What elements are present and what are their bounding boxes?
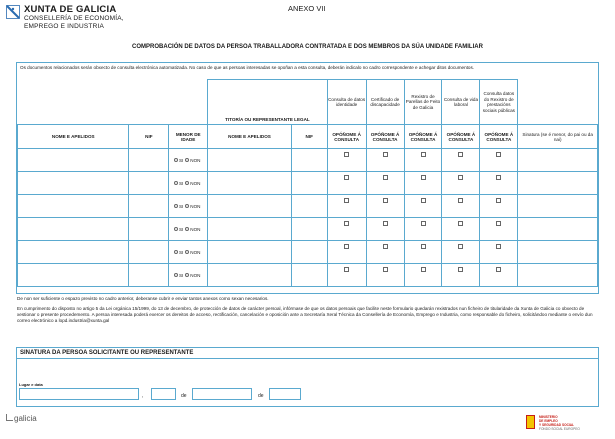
place-date-label: Lugar e data: [19, 382, 43, 387]
place-input[interactable]: [19, 388, 139, 400]
oppose-checkbox[interactable]: [383, 267, 388, 272]
consult-header: Consulta datos do Rexistro de prestacións sociais públicas: [480, 80, 518, 125]
signature-cell[interactable]: [518, 241, 598, 264]
col-nif-header: NIF: [129, 125, 169, 149]
oppose-checkbox[interactable]: [383, 175, 388, 180]
oppose-checkbox[interactable]: [344, 198, 349, 203]
radio-yes[interactable]: [174, 158, 178, 162]
table-row: [18, 264, 598, 287]
minor-radios: SI NON: [169, 149, 208, 172]
name-input[interactable]: [18, 172, 129, 195]
tutor-name-input[interactable]: [208, 218, 292, 241]
oppose-checkbox[interactable]: [496, 244, 501, 249]
nif-input[interactable]: [129, 218, 169, 241]
oppose-checkbox[interactable]: [383, 198, 388, 203]
name-input[interactable]: [18, 264, 129, 287]
nif-input[interactable]: [129, 195, 169, 218]
oppose-checkbox[interactable]: [383, 244, 388, 249]
blank-header: [518, 80, 598, 125]
oppose-checkbox[interactable]: [383, 221, 388, 226]
signature-cell[interactable]: [518, 218, 598, 241]
oppose-checkbox[interactable]: [421, 267, 426, 272]
oppose-checkbox[interactable]: [421, 152, 426, 157]
comma-separator: ,: [142, 393, 144, 399]
radio-no[interactable]: [185, 250, 189, 254]
oppose-checkbox[interactable]: [344, 152, 349, 157]
oppose-checkbox[interactable]: [496, 221, 501, 226]
tutor-nif-input[interactable]: [291, 241, 327, 264]
galicia-footer-logo: galicia: [6, 414, 37, 423]
oppose-header: OPÓÑOME Á CONSULTA: [366, 125, 404, 149]
tutor-name-input[interactable]: [208, 172, 292, 195]
oppose-checkbox[interactable]: [458, 175, 463, 180]
signature-cell[interactable]: [518, 195, 598, 218]
consult-header: Rexistro de Parellas de Feito de Galicia: [404, 80, 442, 125]
oppose-checkbox[interactable]: [458, 221, 463, 226]
radio-no[interactable]: [185, 227, 189, 231]
signature-cell[interactable]: [518, 172, 598, 195]
space-note: De non ser suficiente o espazo previsto no cadro anterior, deberanse cubrir e enviar tantos anexos como sexan necesarios.: [17, 296, 269, 301]
oppose-checkbox[interactable]: [344, 267, 349, 272]
nif-input[interactable]: [129, 172, 169, 195]
tutor-nif-input[interactable]: [291, 172, 327, 195]
de-separator: de: [258, 393, 264, 399]
oppose-header: OPÓÑOME Á CONSULTA: [327, 125, 366, 149]
oppose-checkbox[interactable]: [344, 221, 349, 226]
table-row: [18, 149, 598, 172]
nif-input[interactable]: [129, 149, 169, 172]
tutor-nif-input[interactable]: [291, 264, 327, 287]
signature-col-header: Sinatura (se é menor, do pai ou da nai): [518, 125, 598, 149]
oppose-checkbox[interactable]: [421, 198, 426, 203]
oppose-checkbox[interactable]: [421, 221, 426, 226]
tutor-nif-input[interactable]: [291, 218, 327, 241]
minor-radios: SI NON: [169, 264, 208, 287]
col-tutor-name-header: NOME E APELIDOS: [208, 125, 292, 149]
radio-yes[interactable]: [174, 273, 178, 277]
nif-input[interactable]: [129, 241, 169, 264]
consult-header: Certificado de discapacidade: [366, 80, 404, 125]
signature-cell[interactable]: [518, 149, 598, 172]
de-separator: de: [181, 393, 187, 399]
dept-line-2: EMPREGO E INDUSTRIA: [24, 22, 105, 30]
col-name-header: NOME E APELIDOS: [18, 125, 129, 149]
minor-radios: SI NON: [169, 195, 208, 218]
oppose-checkbox[interactable]: [458, 198, 463, 203]
oppose-checkbox[interactable]: [383, 152, 388, 157]
galicia-flag-icon: [6, 5, 20, 19]
oppose-checkbox[interactable]: [458, 152, 463, 157]
data-protection-text: En cumprimento do disposto no artigo 5 da Lei orgánica 15/1999, do 13 de decembro, de protección de datos de carácter persoal, infórmase de que os datos persoais que facilite neste formulario quedarán rexistrados nun ficheiro de titularidade da Xunta de Galicia co obxecto de xestionar o presente procedemento. A persoa interesada poderá exercer os dereitos de acceso, rectificación, cancelación e oposición ante a Secretaría Xeral Técnica da Consellería de Economía, Emprego e Industria, como responsable do ficheiro, solicitándoo mediante o envío dun correo electrónico a lopd.industria@xunta.gal: [17, 306, 593, 324]
blank-header: [18, 80, 208, 125]
dept-line-1: CONSELLERÍA DE ECONOMÍA,: [24, 15, 124, 22]
oppose-checkbox[interactable]: [344, 244, 349, 249]
oppose-checkbox[interactable]: [421, 244, 426, 249]
tutor-nif-input[interactable]: [291, 149, 327, 172]
tutor-name-input[interactable]: [208, 264, 292, 287]
col-minor-header: MENOR DE IDADE: [169, 125, 208, 149]
col-tutor-nif-header: NIF: [291, 125, 327, 149]
minor-radios: SI NON: [169, 241, 208, 264]
table-row: [18, 172, 598, 195]
signature-section: [16, 347, 599, 407]
radio-yes[interactable]: [174, 204, 178, 208]
signature-title: SINATURA DA PERSOA SOLICITANTE OU REPRESENTANTE: [20, 350, 194, 356]
nif-input[interactable]: [129, 264, 169, 287]
month-input[interactable]: [192, 388, 252, 400]
table-row: [18, 241, 598, 264]
radio-no[interactable]: [185, 158, 189, 162]
consult-header: Consulta de datos identidade: [327, 80, 366, 125]
intro-text: Os documentos relacionados serán obxecto de consulta electrónica automatizada. No caso de que as persoas interesadas se opoñan a esta consulta, deberán indicalo no cadro correspondente e achegar ditos documentos.: [20, 65, 475, 70]
annex-label: ANEXO VII: [288, 4, 326, 13]
signature-cell[interactable]: [518, 264, 598, 287]
oppose-checkbox[interactable]: [496, 175, 501, 180]
tutor-nif-input[interactable]: [291, 195, 327, 218]
radio-yes[interactable]: [174, 227, 178, 231]
oppose-header: OPÓÑOME Á CONSULTA: [442, 125, 480, 149]
consent-table-box: [16, 62, 599, 294]
minor-radios: SI NON: [169, 218, 208, 241]
page-header: [0, 0, 615, 40]
oppose-checkbox[interactable]: [458, 267, 463, 272]
radio-yes[interactable]: [174, 181, 178, 185]
oppose-checkbox[interactable]: [496, 267, 501, 272]
ministry-logo: MINISTERIO DE EMPLEO Y SEGURIDAD SOCIAL FONDO SOCIAL EUROPEO: [526, 411, 608, 433]
radio-no[interactable]: [185, 181, 189, 185]
year-input[interactable]: [269, 388, 301, 400]
tutor-name-input[interactable]: [208, 149, 292, 172]
day-input[interactable]: [151, 388, 176, 400]
galicia-mark-icon: [6, 414, 13, 421]
xunta-logo: [6, 4, 124, 30]
oppose-header: OPÓÑOME Á CONSULTA: [480, 125, 518, 149]
spain-crest-icon: [526, 415, 535, 429]
divider: [17, 358, 598, 359]
oppose-header: OPÓÑOME Á CONSULTA: [404, 125, 442, 149]
oppose-checkbox[interactable]: [496, 198, 501, 203]
minor-radios: SI NON: [169, 172, 208, 195]
tutor-name-input[interactable]: [208, 195, 292, 218]
tutor-name-input[interactable]: [208, 241, 292, 264]
oppose-checkbox[interactable]: [344, 175, 349, 180]
radio-yes[interactable]: [174, 250, 178, 254]
document-title: COMPROBACIÓN DE DATOS DA PERSOA TRABALLADORA CONTRATADA E DOS MEMBROS DA SÚA UNIDADE FAMILIAR: [132, 44, 483, 50]
logo-name: XUNTA DE GALICIA: [24, 4, 117, 15]
radio-no[interactable]: [185, 204, 189, 208]
name-input[interactable]: [18, 241, 129, 264]
tutor-header: TITOR/A OU REPRESENTANTE LEGAL: [208, 80, 328, 125]
oppose-checkbox[interactable]: [496, 152, 501, 157]
consent-table: [17, 79, 598, 287]
oppose-checkbox[interactable]: [458, 244, 463, 249]
radio-no[interactable]: [185, 273, 189, 277]
table-row: [18, 218, 598, 241]
consult-header: Consulta de vida laboral: [442, 80, 480, 125]
name-input[interactable]: [18, 195, 129, 218]
name-input[interactable]: [18, 218, 129, 241]
oppose-checkbox[interactable]: [421, 175, 426, 180]
table-row: [18, 195, 598, 218]
name-input[interactable]: [18, 149, 129, 172]
